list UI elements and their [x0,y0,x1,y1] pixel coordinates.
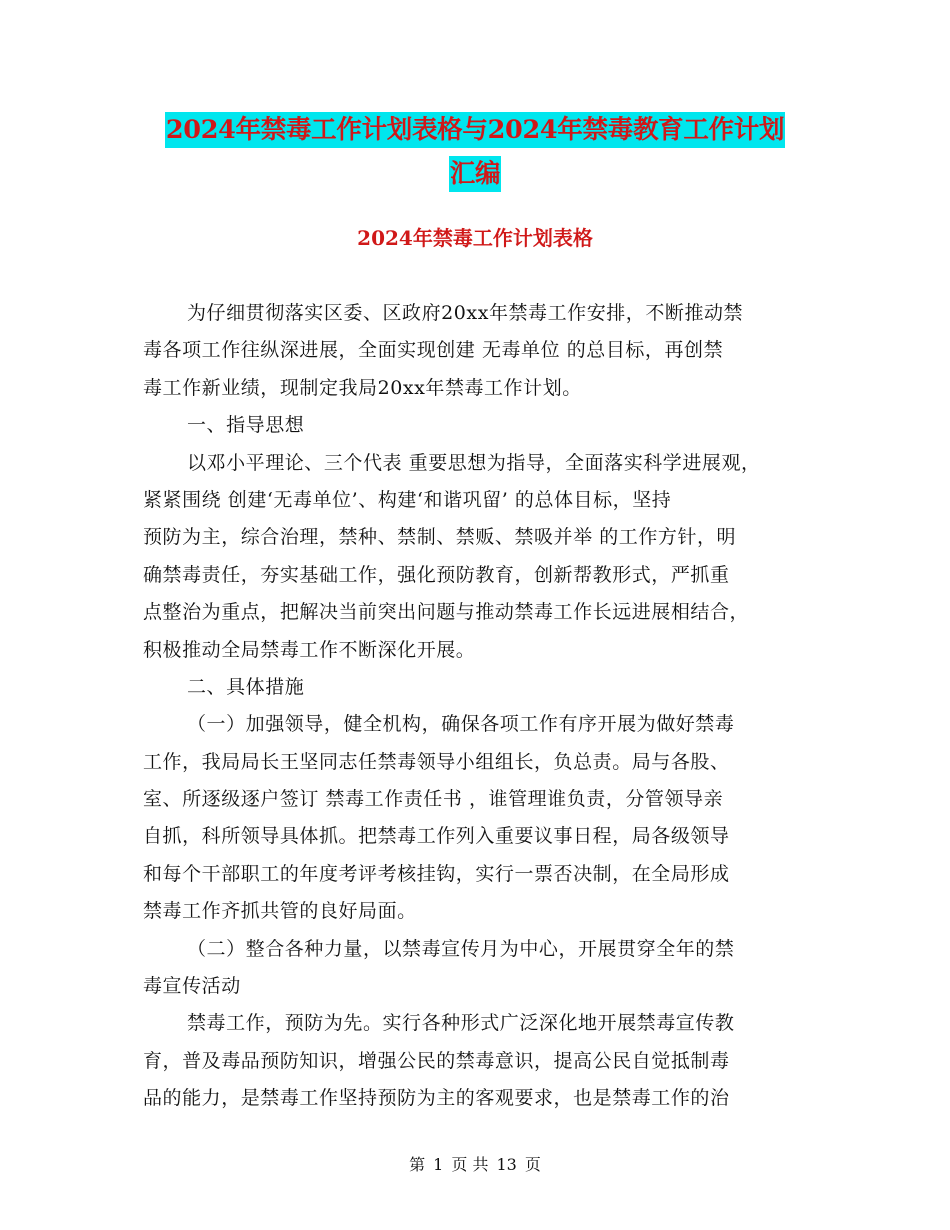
body-line: （二）整合各种力量，以禁毒宣传月为中心，开展贯穿全年的禁 [187,937,735,960]
body-line: （一）加强领导，健全机构，确保各项工作有序开展为做好禁毒 [187,713,735,736]
body-line: 自抓，科所领导具体抓。把禁毒工作列入重要议事日程，局各级领导 [143,825,730,848]
body-line: 预防为主，综合治理，禁种、禁制、禁贩、禁吸并举 的工作方针，明 [143,526,737,549]
body-line: 毒工作新业绩，现制定我局20xx年禁毒工作计划。 [143,376,582,399]
footer-page-number: 1 [433,1155,444,1174]
body-line: 以邓小平理论、三个代表 重要思想为指导，全面落实科学进展观， [187,451,761,474]
title-line-2: 汇编 [449,156,501,192]
body-line: 工作，我局局长王坚同志任禁毒领导小组组长，负总责。局与各股、 [143,750,730,773]
body-line: 和每个干部职工的年度考评考核挂钩，实行一票否决制，在全局形成 [143,862,730,885]
body-line: 紧紧围绕 创建‘无毒单位’、构建‘和谐巩留’ 的总体目标，坚持 [143,488,672,511]
section-heading: 2024年禁毒工作计划表格 [357,226,593,250]
footer-label-of: 页 共 [451,1155,489,1174]
document-title [0,112,950,192]
body-text [143,295,823,1118]
body-line: 毒宣传活动 [143,975,241,998]
body-line: 室、所逐级逐户签订 禁毒工作责任书 ，谁管理谁负责，分管领导亲 [143,788,724,811]
body-line: 禁毒工作齐抓共管的良好局面。 [143,900,417,923]
title-line-1: 2024年禁毒工作计划表格与2024年禁毒教育工作计划 [165,112,785,148]
body-line: 育，普及毒品预防知识，增强公民的禁毒意识，提高公民自觉抵制毒 [143,1049,730,1072]
body-line: 积极推动全局禁毒工作不断深化开展。 [143,638,476,661]
body-line: 禁毒工作，预防为先。实行各种形式广泛深化地开展禁毒宣传教 [187,1012,735,1035]
footer-total-pages: 13 [496,1155,517,1174]
body-line: 二、具体措施 [187,675,305,698]
footer-label-pages: 页 [524,1155,541,1174]
body-line: 毒各项工作往纵深进展，全面实现创建 无毒单位 的总目标，再创禁 [143,339,724,362]
body-line: 确禁毒责任，夯实基础工作，强化预防教育，创新帮教形式，严抓重 [143,563,730,586]
body-line: 为仔细贯彻落实区委、区政府20xx年禁毒工作安排，不断推动禁 [187,302,744,324]
body-line: 一、指导思想 [187,414,305,437]
body-line: 点整治为重点，把解决当前突出问题与推动禁毒工作长远进展相结合， [143,601,750,624]
footer-label-page: 第 [409,1155,426,1174]
body-line: 品的能力，是禁毒工作坚持预防为主的客观要求，也是禁毒工作的治 [143,1087,730,1110]
page-footer [0,1154,950,1176]
